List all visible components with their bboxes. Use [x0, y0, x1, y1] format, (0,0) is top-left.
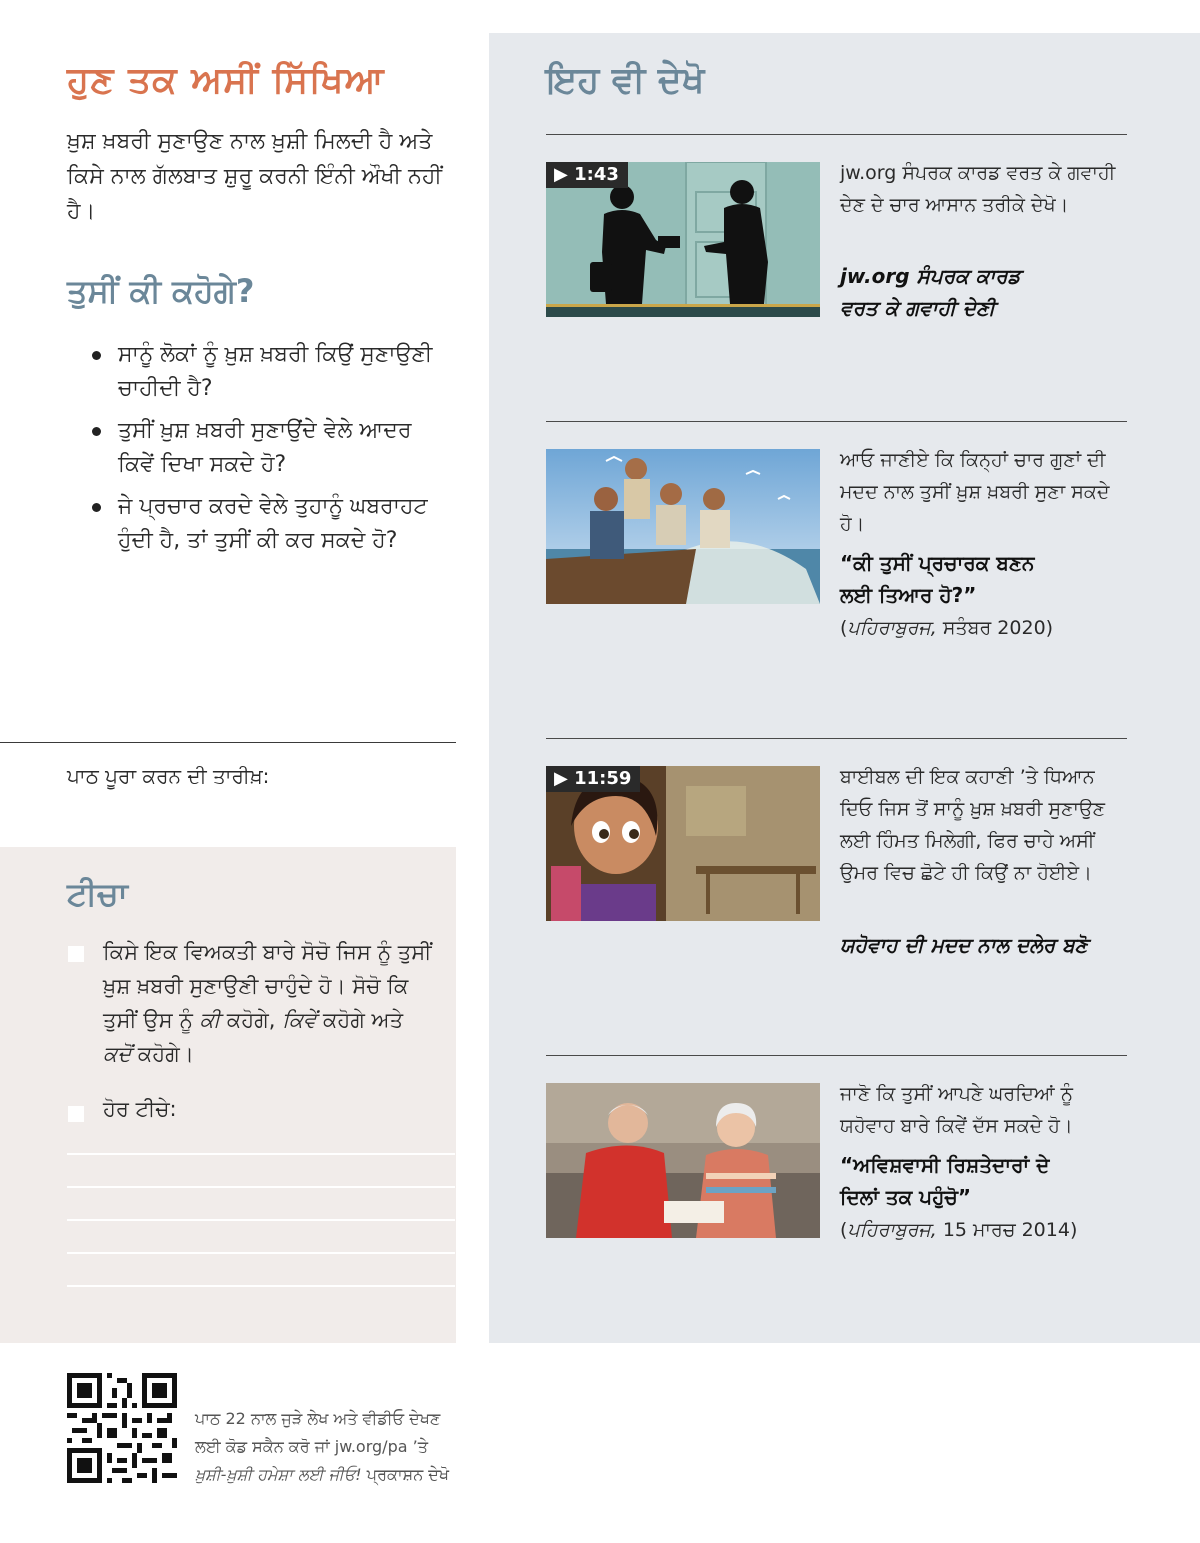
older-couple-reading-image — [546, 1083, 820, 1238]
see-also-heading: ਇਹ ਵੀ ਦੇਖੋ — [546, 60, 705, 101]
card-divider — [546, 738, 1127, 739]
write-line[interactable] — [67, 1285, 455, 1287]
card-title-link[interactable]: ਯਹੋਵਾਹ ਦੀ ਮਦਦ ਨਾਲ ਦਲੇਰ ਬਣੋ — [840, 933, 1088, 957]
footer-note — [195, 1405, 525, 1489]
write-line[interactable] — [67, 1252, 455, 1254]
card-divider — [546, 134, 1127, 135]
questions-heading: ਤੁਸੀਂ ਕੀ ਕਹੋਗੇ? — [67, 272, 255, 310]
video-thumbnail[interactable] — [546, 766, 820, 921]
video-duration-badge: ▶ 1:43 — [546, 162, 628, 188]
card-citation: (ਪਹਿਰਾਬੁਰਜ, ਸਤੰਬਰ 2020) — [840, 617, 1054, 639]
video-duration-badge: ▶ 11:59 — [546, 766, 640, 792]
goal-checkbox[interactable] — [68, 946, 84, 962]
other-goals-checkbox[interactable] — [68, 1106, 84, 1122]
fishermen-boat-image — [546, 449, 820, 604]
qr-code[interactable] — [67, 1373, 177, 1483]
video-thumbnail[interactable] — [546, 162, 820, 317]
learned-text: ਖ਼ੁਸ਼ ਖ਼ਬਰੀ ਸੁਣਾਉਣ ਨਾਲ ਖ਼ੁਸ਼ੀ ਮਿਲਦੀ ਹੈ ਅਤੇ ਕਿਸੇ ਨਾਲ ਗੱਲਬਾਤ ਸ਼ੁਰੂ ਕਰਨੀ ਇੰਨੀ ਔਖੀ ਨਹੀਂ ਹੈ। — [67, 129, 443, 224]
article-thumbnail[interactable] — [546, 1083, 820, 1238]
write-line[interactable] — [67, 1219, 455, 1221]
card-citation: (ਪਹਿਰਾਬੁਰਜ, 15 ਮਾਰਚ 2014) — [840, 1219, 1078, 1241]
article-thumbnail[interactable] — [546, 449, 820, 604]
write-line[interactable] — [67, 1186, 455, 1188]
goal-text: ਕਿਸੇ ਇਕ ਵਿਅਕਤੀ ਬਾਰੇ ਸੋਚੋ ਜਿਸ ਨੂੰ ਤੁਸੀਂ ਖ਼ੁਸ਼ ਖ਼ਬਰੀ ਸੁਣਾਉਣੀ ਚਾਹੁੰਦੇ ਹੋ। ਸੋਚੋ ਕਿ ਤੁਸੀਂ ਉਸ ਨੂੰ ਕੀ ਕਹੋਗੇ, ਕਿਵੇਂ ਕਹੋਗੇ ਅਤੇ ਕਦੋਂ ਕਹੋਗੇ। — [103, 940, 432, 1066]
question-item: ਜੇ ਪ੍ਰਚਾਰ ਕਰਦੇ ਵੇਲੇ ਤੁਹਾਨੂੰ ਘਬਰਾਹਟ ਹੁੰਦੀ ਹੈ, ਤਾਂ ਤੁਸੀਂ ਕੀ ਕਰ ਸਕਦੇ ਹੋ? — [90, 490, 440, 558]
question-item: ਤੁਸੀਂ ਖ਼ੁਸ਼ ਖ਼ਬਰੀ ਸੁਣਾਉਂਦੇ ਵੇਲੇ ਆਦਰ ਕਿਵੇਂ ਦਿਖਾ ਸਕਦੇ ਹੋ? — [90, 414, 440, 482]
question-item: ਸਾਨੂੰ ਲੋਕਾਂ ਨੂੰ ਖ਼ੁਸ਼ ਖ਼ਬਰੀ ਕਿਉਂ ਸੁਣਾਉਣੀ ਚਾਹੀਦੀ ਹੈ? — [90, 338, 440, 406]
footer-line: ਲਈ ਕੋਡ ਸਕੈਨ ਕਰੋ ਜਾਂ jw.org/pa ’ਤੇ — [195, 1437, 428, 1456]
completion-date-label: ਪਾਠ ਪੂਰਾ ਕਰਨ ਦੀ ਤਾਰੀਖ਼: — [67, 764, 270, 788]
divider — [0, 742, 456, 743]
footer-line: ਖ਼ੁਸ਼ੀ-ਖ਼ੁਸ਼ੀ ਹਮੇਸ਼ਾ ਲਈ ਜੀਓ! ਪ੍ਰਕਾਸ਼ਨ ਦੇਖੋ — [195, 1465, 450, 1484]
card-divider — [546, 421, 1127, 422]
card-title-link[interactable]: “ਕੀ ਤੁਸੀਂ ਪ੍ਰਚਾਰਕ ਬਣਨ ਲਈ ਤਿਆਰ ਹੋ?” — [840, 551, 1035, 607]
goal-box — [0, 847, 456, 1343]
learned-heading: ਹੁਣ ਤਕ ਅਸੀਂ ਸਿੱਖਿਆ — [67, 60, 385, 101]
write-line[interactable] — [67, 1153, 455, 1155]
card-divider — [546, 1055, 1127, 1056]
questions-list — [90, 338, 440, 566]
goal-heading: ਟੀਚਾ — [67, 875, 128, 913]
card-description: ਜਾਣੋ ਕਿ ਤੁਸੀਂ ਆਪਣੇ ਘਰਦਿਆਂ ਨੂੰ ਯਹੋਵਾਹ ਬਾਰੇ ਕਿਵੇਂ ਦੱਸ ਸਕਦੇ ਹੋ। — [840, 1083, 1074, 1137]
card-description: ਆਓ ਜਾਣੀਏ ਕਿ ਕਿਨ੍ਹਾਂ ਚਾਰ ਗੁਣਾਂ ਦੀ ਮਦਦ ਨਾਲ ਤੁਸੀਂ ਖ਼ੁਸ਼ ਖ਼ਬਰੀ ਸੁਣਾ ਸਕਦੇ ਹੋ। — [840, 449, 1110, 535]
card-description: jw.org ਸੰਪਰਕ ਕਾਰਡ ਵਰਤ ਕੇ ਗਵਾਹੀ ਦੇਣ ਦੇ ਚਾਰ ਆਸਾਨ ਤਰੀਕੇ ਦੇਖੋ। — [840, 162, 1116, 216]
footer-line: ਪਾਠ 22 ਨਾਲ ਜੁੜੇ ਲੇਖ ਅਤੇ ਵੀਡੀਓ ਦੇਖਣ — [195, 1409, 441, 1428]
other-goals-label: ਹੋਰ ਟੀਚੇ: — [103, 1097, 177, 1121]
card-title-link[interactable]: “ਅਵਿਸ਼ਵਾਸੀ ਰਿਸ਼ਤੇਦਾਰਾਂ ਦੇ ਦਿਲਾਂ ਤਕ ਪਹੁੰਚੋ” — [840, 1153, 1050, 1209]
card-description: ਬਾਈਬਲ ਦੀ ਇਕ ਕਹਾਣੀ ’ਤੇ ਧਿਆਨ ਦਿਓ ਜਿਸ ਤੋਂ ਸਾਨੂੰ ਖ਼ੁਸ਼ ਖ਼ਬਰੀ ਸੁਣਾਉਣ ਲਈ ਹਿੰਮਤ ਮਿਲੇਗੀ, ਫਿਰ ਚਾਹੇ ਅਸੀਂ ਉਮਰ ਵਿਚ ਛੋਟੇ ਹੀ ਕਿਉਂ ਨਾ ਹੋਈਏ। — [840, 766, 1106, 884]
qr-code-icon — [67, 1373, 177, 1483]
card-title-link[interactable]: jw.org ਸੰਪਰਕ ਕਾਰਡ ਵਰਤ ਕੇ ਗਵਾਹੀ ਦੇਣੀ — [840, 264, 1021, 320]
